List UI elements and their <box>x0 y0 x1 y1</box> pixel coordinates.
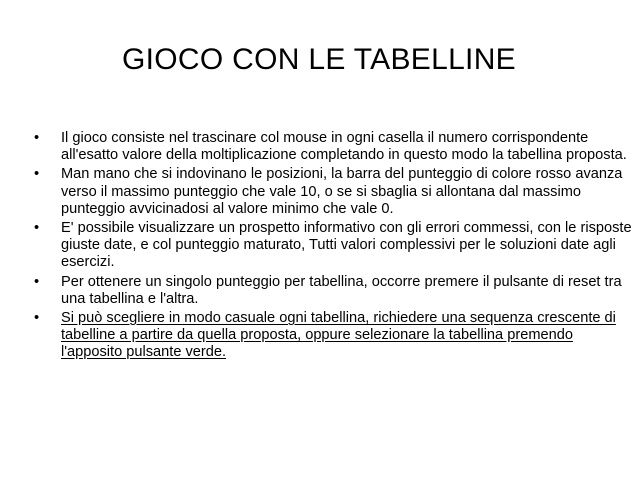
bullet-marker: • <box>34 130 40 146</box>
bullet-text: Per ottenere un singolo punteggio per tabellina, occorre premere il pulsante di reset tra una tabellina e l'altra. <box>61 273 622 307</box>
bullet-marker: • <box>34 166 40 183</box>
bullet-item <box>34 166 634 218</box>
bullet-text: Man mano che si indovinano le posizioni, la barra del punteggio di colore rosso avanza verso il massimo punteggio che vale 10, o se si sbaglia si allontana dal massimo punteggio avvicinadosi al valore minimo che vale 0. <box>61 166 623 217</box>
bullet-item-link[interactable] <box>34 310 634 362</box>
bullet-item <box>34 274 634 308</box>
bullet-text: E' possibile visualizzare un prospetto informativo con gli errori commessi, con le risposte giuste date, e col punteggio maturato, Tutti valori complessivi per le soluzioni date agli esercizi. <box>61 220 632 271</box>
bullet-item <box>34 220 634 272</box>
bullet-link-text[interactable]: Si può scegliere in modo casuale ogni tabellina, richiedere una sequenza crescente di tabelline a partire da quella proposta, oppure selezionare la tabellina premendo l'apposito pulsante verde. <box>61 310 616 361</box>
bullet-list <box>34 130 634 364</box>
bullet-marker: • <box>34 220 40 237</box>
bullet-marker: • <box>34 273 40 290</box>
bullet-item <box>34 130 634 164</box>
bullet-marker: • <box>34 310 40 327</box>
slide-title: GIOCO CON LE TABELLINE <box>122 43 516 76</box>
bullet-text: Il gioco consiste nel trascinare col mouse in ogni casella il numero corrispondente all'esatto valore della moltiplicazione completando in questo modo la tabellina proposta. <box>61 130 627 164</box>
